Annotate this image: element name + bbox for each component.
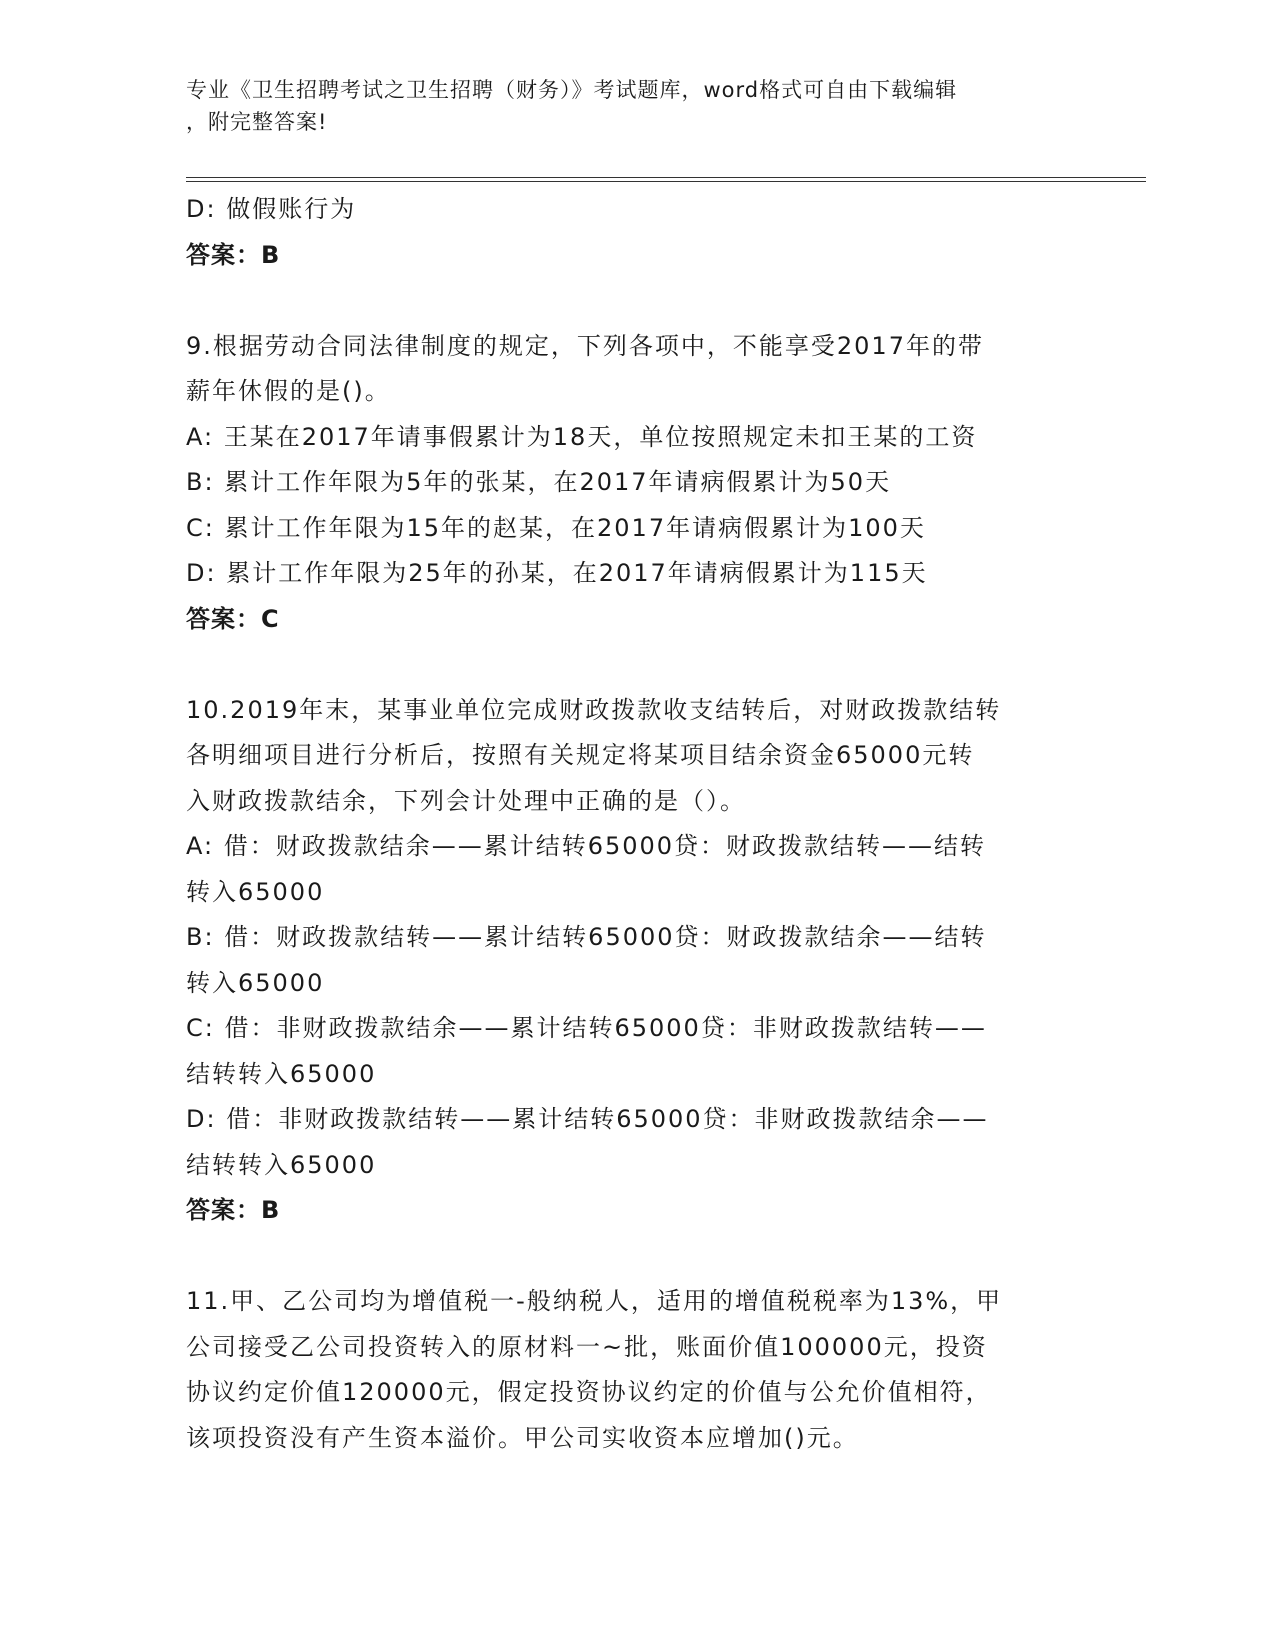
option-b: B: 借：财政拨款结转——累计结转65000贷：财政拨款结余——结转 [186, 923, 987, 951]
question-stem-line: 该项投资没有产生资本溢价。甲公司实收资本应增加()元。 [186, 1423, 859, 1452]
option-a-cont: 转入65000 [186, 877, 325, 906]
prev-option-d: D: 做假账行为 [186, 195, 357, 223]
question-11 [186, 1279, 1086, 1461]
document-header [186, 74, 1086, 138]
question-stem-line: 公司接受乙公司投资转入的原材料一~批，账面价值100000元，投资 [186, 1332, 988, 1361]
option-d: D: 借：非财政拨款结转——累计结转65000贷：非财政拨款结余—— [186, 1105, 989, 1133]
question-stem-line: 10.2019年末，某事业单位完成财政拨款收支结转后，对财政拨款结转 [186, 695, 1002, 724]
prev-answer: 答案：B [186, 240, 281, 269]
answer: 答案：B [186, 1196, 281, 1224]
option-b: B: 累计工作年限为5年的张某，在2017年请病假累计为50天 [186, 468, 892, 496]
spacer [186, 1234, 1086, 1280]
spacer [186, 278, 1086, 324]
header-line-2: ，附完整答案! [186, 110, 328, 134]
header-divider [186, 177, 1146, 182]
header-line-1: 专业《卫生招聘考试之卫生招聘（财务）》考试题库，word格式可自由下载编辑 [186, 78, 958, 102]
option-c-cont: 结转转入65000 [186, 1059, 377, 1088]
question-stem-line: 各明细项目进行分析后，按照有关规定将某项目结余资金65000元转 [186, 741, 975, 769]
question-stem-line: 薪年休假的是()。 [186, 377, 391, 405]
document-body [186, 187, 1086, 1461]
spacer [186, 642, 1086, 688]
question-stem-line: 入财政拨款结余，下列会计处理中正确的是（）。 [186, 786, 746, 815]
option-d-cont: 结转转入65000 [186, 1150, 377, 1179]
question-stem-line: 协议约定价值120000元，假定投资协议约定的价值与公允价值相符， [186, 1378, 992, 1406]
option-d: D: 累计工作年限为25年的孙某，在2017年请病假累计为115天 [186, 559, 928, 587]
option-b-cont: 转入65000 [186, 968, 325, 997]
question-10 [186, 688, 1086, 1234]
option-c: C: 累计工作年限为15年的赵某，在2017年请病假累计为100天 [186, 513, 926, 542]
option-c: C: 借：非财政拨款结余——累计结转65000贷：非财政拨款结转—— [186, 1014, 987, 1042]
option-a: A: 王某在2017年请事假累计为18天，单位按照规定未扣王某的工资 [186, 422, 978, 451]
question-stem-line: 11.甲、乙公司均为增值税一-般纳税人，适用的增值税税率为13%，甲 [186, 1287, 1003, 1315]
option-a: A: 借：财政拨款结余——累计结转65000贷：财政拨款结转——结转 [186, 832, 987, 860]
answer: 答案：C [186, 604, 280, 633]
question-stem-line: 9.根据劳动合同法律制度的规定，下列各项中，不能享受2017年的带 [186, 331, 984, 360]
question-9 [186, 324, 1086, 643]
